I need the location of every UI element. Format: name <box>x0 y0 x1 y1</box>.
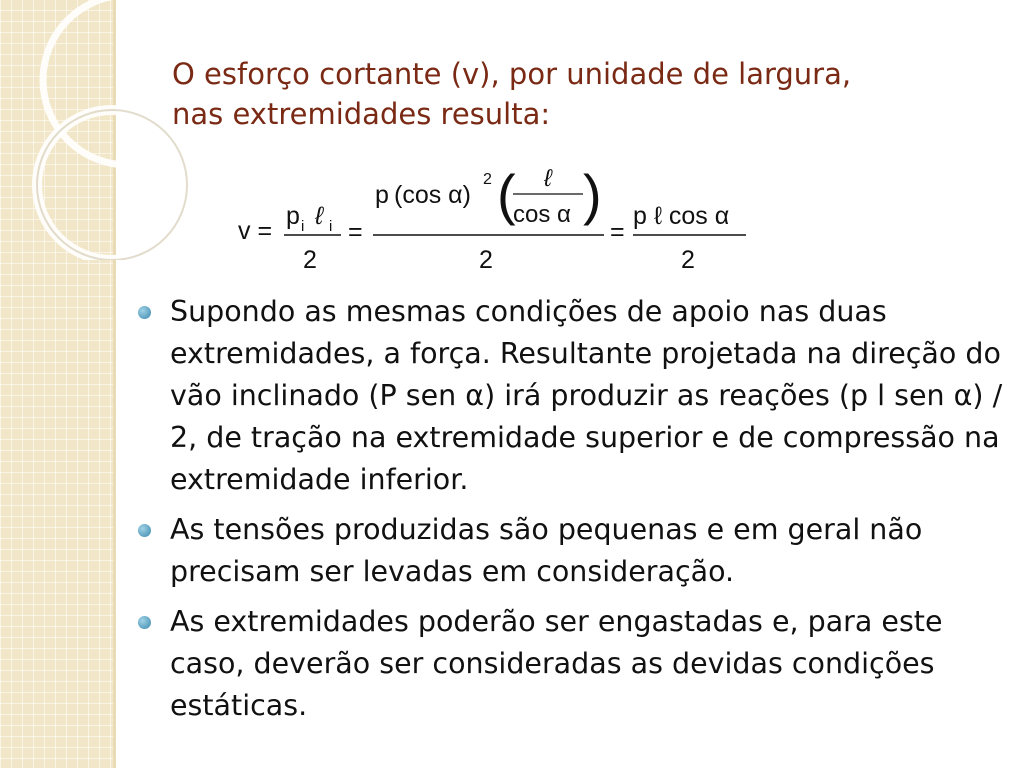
bullet-list <box>170 291 1020 735</box>
frac2-inner-num: ℓ <box>544 165 552 192</box>
slide-title <box>172 54 972 134</box>
bullet-icon <box>138 306 151 319</box>
bullet-icon <box>138 616 151 629</box>
frac3-num: p ℓ cos α <box>633 202 730 230</box>
bullet-item <box>170 601 1020 727</box>
shear-force-formula <box>232 146 772 281</box>
formula-eq2: = <box>610 218 625 246</box>
decor-circle-small-shadow <box>37 110 187 260</box>
formula-eq1: = <box>348 218 363 246</box>
frac1-den: 2 <box>303 246 317 274</box>
bullet-text: As tensões produzidas são pequenas e em geral não precisam ser levadas em consideração. <box>170 513 923 588</box>
frac1-num-sub2: i <box>329 218 333 235</box>
frac2-num-cos: (cos α) <box>394 181 471 209</box>
decorative-circles <box>0 0 200 260</box>
frac2-paren-right: ) <box>583 163 602 226</box>
frac3-den: 2 <box>681 246 695 274</box>
frac1-num-sub1: i <box>301 218 305 235</box>
bullet-item <box>170 291 1020 501</box>
frac2-paren-left: ( <box>497 163 516 226</box>
frac2-num-p: p <box>375 181 389 209</box>
frac1-num-ell: ℓ <box>315 202 324 230</box>
frac2-num-exp: 2 <box>483 171 492 188</box>
title-line-1: O esforço cortante (v), por unidade de largura, <box>172 57 852 91</box>
frac1-num-p: p <box>286 202 300 230</box>
formula-lhs: v = <box>238 217 273 245</box>
bullet-item <box>170 509 1020 593</box>
bullet-icon <box>138 524 151 537</box>
frac2-den: 2 <box>479 246 493 274</box>
frac2-inner-den: cos α <box>513 201 571 228</box>
bullet-text: Supondo as mesmas condições de apoio nas duas extremidades, a força. Resultante projetada na direção do vão inclinado (P sen α) irá produzir as reações (p l sen α) / 2, de tração na extremidade superior e de compressão na extremidade inferior. <box>170 295 1003 496</box>
bullet-text: As extremidades poderão ser engastadas e, para este caso, deverão ser consideradas as devidas condições estáticas. <box>170 605 943 722</box>
title-line-2: nas extremidades resulta: <box>172 97 551 131</box>
